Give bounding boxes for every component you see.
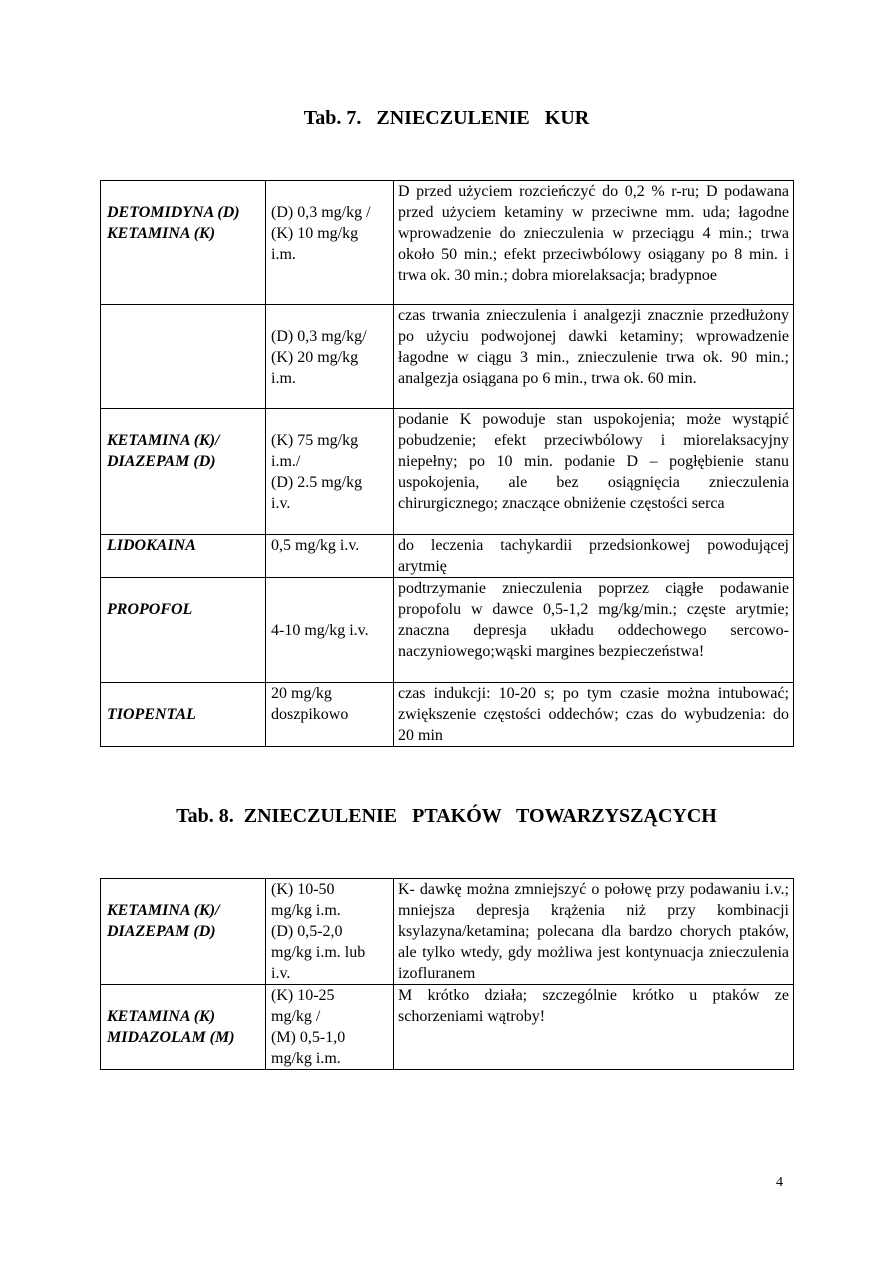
drug-name: KETAMINA (K) <box>107 1008 216 1025</box>
tab7-table <box>100 180 794 747</box>
table-row <box>101 181 794 305</box>
dose-cell <box>266 305 394 409</box>
drug-cell <box>101 879 266 985</box>
drug-cell <box>101 305 266 409</box>
table-row <box>101 535 794 578</box>
dose-line: (K) 10-25 <box>271 987 335 1004</box>
dose-cell <box>266 409 394 535</box>
drug-cell <box>101 683 266 747</box>
dose-line: (M) 0,5-1,0 <box>271 1029 346 1046</box>
dose-line: i.m. <box>271 246 296 263</box>
drug-name: DIAZEPAM (D) <box>107 453 216 470</box>
drug-name: DETOMIDYNA (D) <box>107 204 240 221</box>
drug-name: LIDOKAINA <box>107 537 196 554</box>
dose-line: (D) 0,5-2,0 <box>271 923 343 940</box>
table-row <box>101 985 794 1070</box>
dose-cell <box>266 535 394 578</box>
dose-line: i.v. <box>271 495 291 512</box>
tab7-title: Tab. 7. ZNIECZULENIE KUR <box>303 107 590 129</box>
dose-line: (K) 75 mg/kg <box>271 432 359 449</box>
dose-line: 0,5 mg/kg i.v. <box>271 537 360 554</box>
dose-cell <box>266 985 394 1070</box>
table-row <box>101 409 794 535</box>
tab8-title: Tab. 8. ZNIECZULENIE PTAKÓW TOWARZYSZĄCYCH <box>176 805 717 827</box>
dose-line: mg/kg i.m. <box>271 902 341 919</box>
drug-name: KETAMINA (K) <box>107 225 216 242</box>
dose-line: 20 mg/kg <box>271 685 332 702</box>
drug-cell <box>101 985 266 1070</box>
drug-name: KETAMINA (K)/ <box>107 902 220 919</box>
note-cell: czas trwania znieczulenia i analgezji znacznie przedłużony po użyciu podwojonej dawki ketaminy; wprowadzenie łagodne w ciągu 3 min., znieczulenie trwa ok. 90 min.; analgezja osiągana po 6 min., trwa ok. 60 min. <box>394 305 794 409</box>
note-cell: K- dawkę można zmniejszyć o połowę przy podawaniu i.v.; mniejsza depresja krążenia niż przy kombinacji ksylazyna/ketamina; polecana dla bardzo chorych ptaków, ale tylko wtedy, gdy możliwa jest kontynuacja znieczulenia izofluranem <box>394 879 794 985</box>
note-cell: czas indukcji: 10-20 s; po tym czasie można intubować; zwiększenie częstości oddechów; czas do wybudzenia: do 20 min <box>394 683 794 747</box>
dose-line: mg/kg i.m. lub <box>271 944 366 961</box>
table-row <box>101 879 794 985</box>
dose-cell <box>266 578 394 683</box>
note-cell: D przed użyciem rozcieńczyć do 0,2 % r-ru; D podawana przed użyciem ketaminy w przeciwne mm. uda; łagodne wprowadzenie do znieczulenia w przeciągu 4 min.; trwa około 50 min.; efekt przeciwbólowy osiągany po 8 min. i trwa ok. 30 min.; dobra miorelaksacja; bradypnoe <box>394 181 794 305</box>
dose-cell <box>266 879 394 985</box>
dose-cell <box>266 181 394 305</box>
drug-cell <box>101 409 266 535</box>
tab8-table <box>100 878 794 1070</box>
drug-name: KETAMINA (K)/ <box>107 432 220 449</box>
table-row <box>101 578 794 683</box>
table-row <box>101 305 794 409</box>
table-row <box>101 683 794 747</box>
drug-name: DIAZEPAM (D) <box>107 923 216 940</box>
dose-line: (K) 10 mg/kg <box>271 225 359 242</box>
dose-line: (K) 10-50 <box>271 881 335 898</box>
note-cell: M krótko działa; szczególnie krótko u ptaków ze schorzeniami wątroby! <box>394 985 794 1070</box>
dose-line: (D) 2.5 mg/kg <box>271 474 363 491</box>
dose-line: i.v. <box>271 965 291 982</box>
note-cell: podanie K powoduje stan uspokojenia; może wystąpić pobudzenie; efekt przeciwbólowy i miorelaksacyjny niepełny; po 10 min. podanie D – pogłębienie stanu uspokojenia, ale bez osiągnięcia znieczulenia chirurgicznego; znaczące obniżenie częstości serca <box>394 409 794 535</box>
drug-cell <box>101 535 266 578</box>
dose-cell <box>266 683 394 747</box>
note-cell: podtrzymanie znieczulenia poprzez ciągłe podawanie propofolu w dawce 0,5-1,2 mg/kg/min.; częste arytmie; znaczna depresja układu oddechowego sercowo-naczyniowego;wąski margines bezpieczeństwa! <box>394 578 794 683</box>
dose-line: doszpikowo <box>271 706 349 723</box>
drug-cell <box>101 578 266 683</box>
dose-line: mg/kg / <box>271 1008 321 1025</box>
dose-line: (K) 20 mg/kg <box>271 349 359 366</box>
dose-line: i.m. <box>271 370 296 387</box>
dose-line: (D) 0,3 mg/kg/ <box>271 328 367 345</box>
drug-cell <box>101 181 266 305</box>
drug-name: MIDAZOLAM (M) <box>107 1029 235 1046</box>
dose-line: i.m./ <box>271 453 301 470</box>
dose-line: mg/kg i.m. <box>271 1050 341 1067</box>
drug-name: TIOPENTAL <box>107 706 196 723</box>
dose-line: (D) 0,3 mg/kg / <box>271 204 371 221</box>
dose-line: 4-10 mg/kg i.v. <box>271 622 369 639</box>
note-cell: do leczenia tachykardii przedsionkowej powodującej arytmię <box>394 535 794 578</box>
drug-name: PROPOFOL <box>107 601 193 618</box>
page-number: 4 <box>776 1175 783 1190</box>
